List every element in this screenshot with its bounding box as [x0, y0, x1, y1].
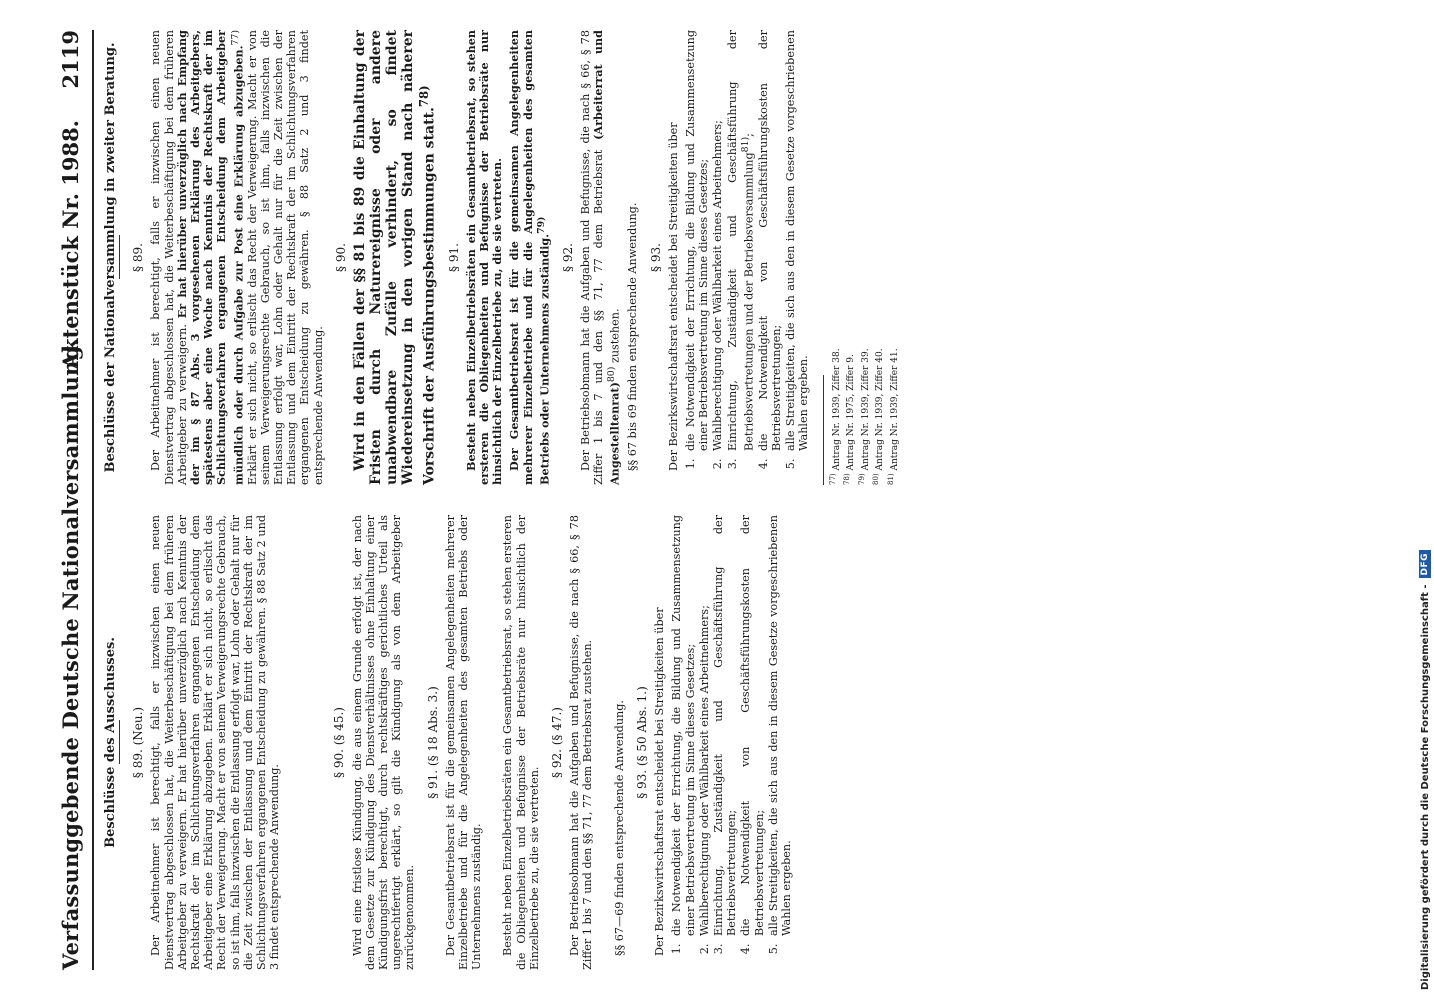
- footnote-number: 78): [843, 473, 852, 485]
- footnote-number: 77): [828, 473, 837, 485]
- section-text: §§ 67—69 finden entsprechende Anwendung.: [612, 700, 626, 956]
- list-item: 1. die Notwendigkeit der Errichtung, die Bildung und Zusammensetzung einer Betriebsvertretung im Sinne dieses Gesetzes;: [684, 30, 710, 455]
- section-text: Der Betriebsobmann hat die Aufgaben und Befugnisse, die nach § 66, § 78 Ziffer 1 bis 7 und den §§ 71, 77 dem Betriebsrat zustehen.: [568, 515, 595, 970]
- footnote: [842, 30, 857, 485]
- footnote-text: Antrag Nr. 1939, Ziffer 39.: [860, 348, 871, 471]
- list-item: 5. alle Streitigkeiten, die sich aus den in diesem Gesetze vorgeschriebenen Wahlen ergeben.: [767, 515, 793, 940]
- section-title: § 92.: [560, 243, 575, 272]
- list-item: 4. die Notwendigkeit von Geschäftsführungskosten der Betriebsvertretungen;: [739, 515, 765, 940]
- digitization-credit: [1419, 10, 1431, 990]
- section-text: Der Arbeitnehmer ist berechtigt, falls er inzwischen einen neuen Dienstvertrag abgeschlossen hat, die Weiterbeschäftigung bei dem früheren Arbeitgeber zu verweigern. Er hat hierüber unverzüglich nach Kenntnis der Rechtskraft der im Schlichtungsverfahren ergangenen Entscheidung dem Arbeitgeber eine Erklärung abzugeben. Erklärt er sich nicht, so erlischt das Recht der Verweigerung. Macht er von seinem Verweigerungsrechte Gebrauch, so ist ihm, falls inzwischen die Entlassung erfolgt war, Lohn oder Gehalt nur für die Zeit zwischen der Entlassung und dem Eintritt der Rechtskraft der im Schlichtungsverfahren ergangenen Entscheidung zu gewähren. § 88 Satz 2 und 3 findet entsprechende Anwendung.: [149, 515, 282, 970]
- footnote-text: Antrag Nr. 1939, Ziffer 40.: [875, 348, 886, 471]
- footnote: [828, 30, 843, 485]
- list-item: 4. die Notwendigkeit von Geschäftsführungskosten der Betriebsvertretungen;: [757, 30, 783, 455]
- list-item: 1. die Notwendigkeit der Errichtung, die Bildung und Zusammensetzung einer Betriebsvertretung im Sinne dieses Gesetzes;: [670, 515, 696, 940]
- list-item: 3. Einrichtung, Zuständigkeit und Geschäftsführung der Betriebsvertretungen und der Betriebsversammlung$^{81)}$;: [726, 30, 756, 455]
- footnote-text: Antrag Nr. 1939, Ziffer 38.: [831, 348, 842, 471]
- section-text-emphasis: Der Gesamtbetriebsrat ist für die gemeinsamen Angelegenheiten mehrerer Einzelbetriebe und für die Angelegenheiten des gesamten Betriebs oder Unternehmens zuständig.: [507, 30, 552, 485]
- header-title: Verfassunggebende Deutsche Nationalversammlung.: [58, 338, 83, 970]
- credit-text: Digitalisierung gefördert durch die Deutsche Forschungsgemeinschaft -: [1419, 584, 1431, 990]
- footnotes: [828, 30, 901, 485]
- column-heading: Beschlüsse des Ausschusses.: [103, 637, 118, 848]
- section-text: Wird eine fristlose Kündigung, die aus einem Grunde erfolgt ist, der nach dem Gesetze zur Kündigung des Dienstverhältnisses ohne Einhaltung einer Kündigungsfrist berechtigt, durch rechtskräftiges gerichtliches Urteil als ungerechtfertigt erklärt, so gilt die Kündigung als von dem Arbeitgeber zurückgenommen.: [350, 515, 417, 970]
- footnote-number: 81): [886, 473, 895, 485]
- section-text: Besteht neben Einzelbetriebsräten ein Gesamtbetriebsrat, so stehen ersteren die Obliegenheiten und Befugnisse der Betriebsräte nur hinsichtlich der Einzelbetriebe zu, die sie vertreten.: [501, 515, 541, 970]
- list-item: 2. Wahlberechtigung oder Wählbarkeit eines Arbeitnehmers;: [711, 30, 724, 455]
- assembly-column: [100, 30, 900, 485]
- list-item: 2. Wahlberechtigung oder Wählbarkeit eines Arbeitnehmers;: [698, 515, 711, 940]
- section-text: [352, 30, 438, 485]
- page-number: 2119: [58, 30, 83, 89]
- section-text: Der Gesamtbetriebsrat ist für die gemeinsamen Angelegenheiten mehrerer Einzelbetriebe und für die Angelegenheiten des gesamten Betriebs oder Unternehmens zuständig.: [443, 515, 484, 970]
- section-text-part: Der Arbeitnehmer ist berechtigt, falls er inzwischen einen neuen Dienstvertrag abgeschlossen hat, die Weiterbeschäftigung bei dem früheren Arbeitgeber zu verweigern.: [149, 30, 189, 485]
- item-list: [684, 30, 811, 485]
- section-title: § 93. (§ 50 Abs. 1.): [634, 686, 649, 799]
- heading-rule: [119, 236, 120, 280]
- heading-rule: [119, 721, 120, 765]
- footnote-text: Antrag Nr. 1939, Ziffer 41.: [889, 348, 900, 471]
- section-title: § 93.: [648, 243, 663, 272]
- section-title: § 91. (§ 18 Abs. 3.): [425, 686, 440, 799]
- section-title: § 91.: [446, 243, 461, 272]
- section-text: [508, 30, 551, 485]
- item-list: [670, 515, 793, 970]
- section-text-part: zustehen.: [609, 308, 623, 364]
- section-text: Der Bezirkswirtschaftsrat entscheidet bei Streitigkeiten über: [666, 122, 680, 471]
- section-title: § 90. (§ 45.): [332, 707, 347, 778]
- section-title: § 90.: [333, 243, 348, 272]
- footnote-number: 79): [857, 473, 866, 485]
- section-title: § 89.: [131, 243, 146, 272]
- footnote: [857, 30, 872, 485]
- footnote-ref: 79): [535, 216, 547, 234]
- section-title: § 89. (Neu.): [131, 706, 146, 779]
- footnote-ref: 80): [606, 366, 618, 383]
- page-header: [58, 30, 88, 970]
- section-text: §§ 67 bis 69 finden entsprechende Anwendung.: [626, 202, 640, 471]
- list-item: 5. alle Streitigkeiten, die sich aus den in diesem Gesetze vorgeschriebenen Wahlen ergeben.: [784, 30, 810, 455]
- section-text-emphasis: (Arbeiterrat und Angestelltenrat): [591, 30, 623, 485]
- header-rule: [92, 30, 94, 970]
- footnote-number: 80): [872, 473, 881, 485]
- footnote: [886, 30, 901, 485]
- dfg-logo: DFG: [1419, 550, 1431, 579]
- footnote-text: Antrag Nr. 1975, Ziffer 9.: [846, 354, 857, 471]
- footnote-ref: 81): [739, 136, 751, 153]
- section-title: § 92. (§ 47.): [550, 707, 565, 778]
- footnote-rule: [823, 375, 824, 485]
- list-item: 3. Einrichtung, Zuständigkeit und Geschäftsführung der Betriebsvertretungen;: [712, 515, 738, 940]
- footnote-ref: 78): [416, 85, 431, 108]
- document-number: Aktenstück Nr. 1988.: [58, 120, 83, 370]
- section-text: [149, 30, 324, 485]
- list-item-text: Einrichtung, Zuständigkeit und Geschäftsführung der Betriebsvertretungen und der Betriebsversammlung: [725, 30, 756, 451]
- section-text: Der Bezirkswirtschaftsrat entscheidet bei Streitigkeiten über: [653, 607, 667, 956]
- section-text-part: Erklärt er sich nicht, so erlischt das Recht der Verweigerung. Macht er von seinem Verweigerungsrechte Gebrauch, so ist ihm, falls inzwischen die Entlassung erfolgt war, Lohn oder Gehalt nur für die Zeit zwischen der Entlassung und dem Eintritt der Rechtskraft der im Schlichtungsverfahren ergangenen Entscheidung zu gewähren. § 88 Satz 2 und 3 findet entsprechende Anwendung.: [245, 30, 325, 485]
- column-heading: Beschlüsse der Nationalversammlung in zweiter Beratung.: [103, 42, 118, 473]
- committee-column: [100, 515, 794, 970]
- footnote: [871, 30, 886, 485]
- section-text-part: Der Betriebsobmann hat die Aufgaben und Befugnisse, die nach § 66, § 78 Ziffer 1 bis 7 und den §§ 71, 77 dem Betriebsrat: [579, 30, 606, 485]
- section-text-emphasis: Er hat hierüber unverzüglich nach Empfang der im § 87 Abs. 3 vorgesehenen Erklärung des Arbeitgebers, spätestens aber eine Woche nach Kenntnis der Rechtskraft der im Schlichtungsverfahren ergangenen Entscheidung dem Arbeitgeber mündlich oder durch Aufgabe zur Post eine Erklärung abzugeben.: [174, 30, 246, 485]
- section-text: [579, 30, 622, 485]
- section-text-emphasis: Wird in den Fällen der §§ 81 bis 89 die Einhaltung der Fristen durch Naturereignisse oder andere unabwendbare Zufälle verhindert, so findet Wiedereinsetzung in den vorigen Stand nach näherer Vorschrift der Ausführungsbestimmungen statt.: [351, 30, 438, 485]
- section-text: Besteht neben Einzelbetriebsräten ein Gesamtbetriebsrat, so stehen ersteren die Obliegenheiten und Befugnisse der Betriebsräte nur hinsichtlich der Einzelbetriebe zu, die sie vertreten.: [463, 30, 505, 485]
- footnote-ref: 77): [229, 30, 241, 46]
